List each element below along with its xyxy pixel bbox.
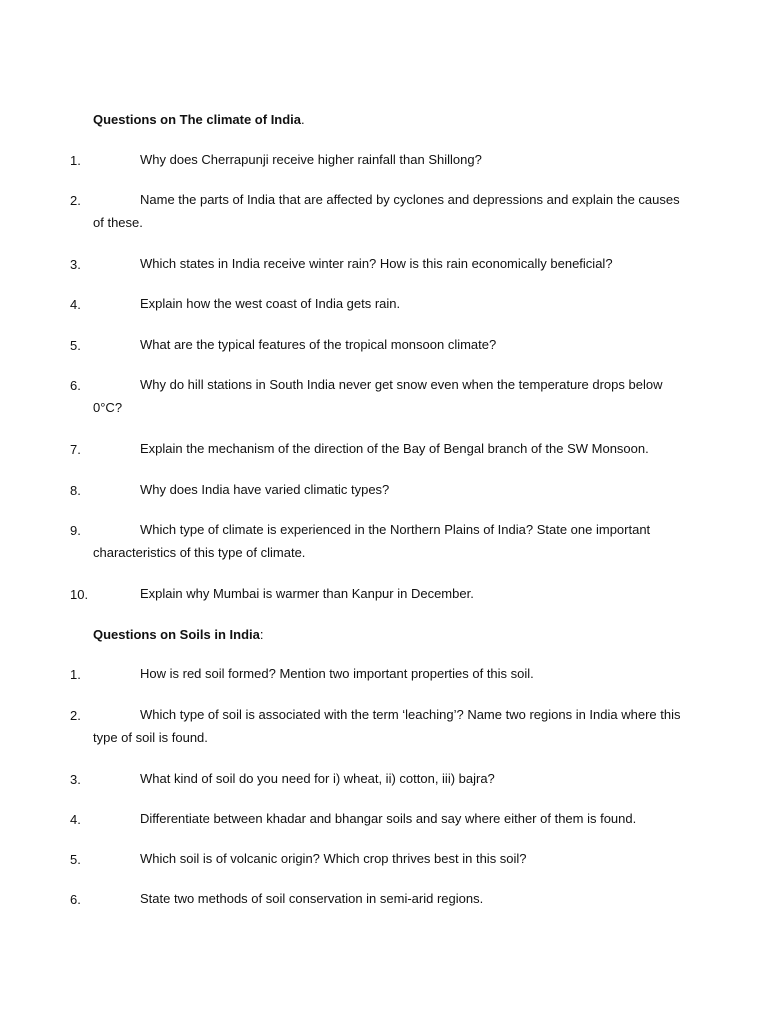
question-number: 3.: [70, 257, 81, 272]
question-number: 5.: [70, 852, 81, 867]
section-title: Questions on The climate of India: [93, 112, 302, 127]
question-text: State two methods of soil conservation in semi-arid regions.: [140, 891, 484, 906]
section-title-suffix: .: [301, 112, 305, 127]
question-text: Name the parts of India that are affected by cyclones and depressions and explain the causes of these.: [93, 192, 680, 230]
question-number: 9.: [70, 523, 81, 538]
question-number: 6.: [70, 378, 81, 393]
section-title-suffix: :: [259, 627, 264, 642]
question-text: Why does India have varied climatic types?: [140, 482, 390, 497]
question-text: Explain how the west coast of India gets rain.: [140, 296, 401, 311]
question-number: 3.: [70, 772, 81, 787]
question-number: 2.: [70, 193, 81, 208]
section-heading-soils: [93, 627, 263, 642]
question-number: 4.: [70, 297, 81, 312]
question-number: 2.: [70, 708, 81, 723]
question-text: Which type of soil is associated with the term ‘leaching’? Name two regions in India where this type of soil is found.: [93, 707, 681, 745]
question-text: Why does Cherrapunji receive higher rainfall than Shillong?: [140, 152, 482, 167]
question-text: What are the typical features of the tropical monsoon climate?: [140, 337, 497, 352]
question-number: 6.: [70, 892, 81, 907]
question-text: Differentiate between khadar and bhangar soils and say where either of them is found.: [140, 811, 637, 826]
question-text: Which type of climate is experienced in the Northern Plains of India? State one important characteristics of this type of climate.: [93, 522, 651, 560]
question-number: 4.: [70, 812, 81, 827]
question-text: Why do hill stations in South India never get snow even when the temperature drops below 0°C?: [93, 377, 663, 415]
question-number: 7.: [70, 442, 81, 457]
question-number: 1.: [70, 667, 81, 682]
question-number: 5.: [70, 338, 81, 353]
question-text: Explain why Mumbai is warmer than Kanpur in December.: [140, 586, 474, 601]
section-title: Questions on Soils in India: [93, 627, 260, 642]
question-number: 8.: [70, 483, 81, 498]
section-heading-climate: [93, 112, 305, 127]
question-text: How is red soil formed? Mention two important properties of this soil.: [140, 666, 534, 681]
question-text: What kind of soil do you need for i) wheat, ii) cotton, iii) bajra?: [140, 771, 495, 786]
question-number: 10.: [70, 587, 89, 602]
question-text: Which states in India receive winter rain? How is this rain economically beneficial?: [140, 256, 613, 271]
question-number: 1.: [70, 153, 81, 168]
question-text: Explain the mechanism of the direction of the Bay of Bengal branch of the SW Monsoon.: [140, 441, 649, 456]
question-text: Which soil is of volcanic origin? Which crop thrives best in this soil?: [140, 851, 527, 866]
